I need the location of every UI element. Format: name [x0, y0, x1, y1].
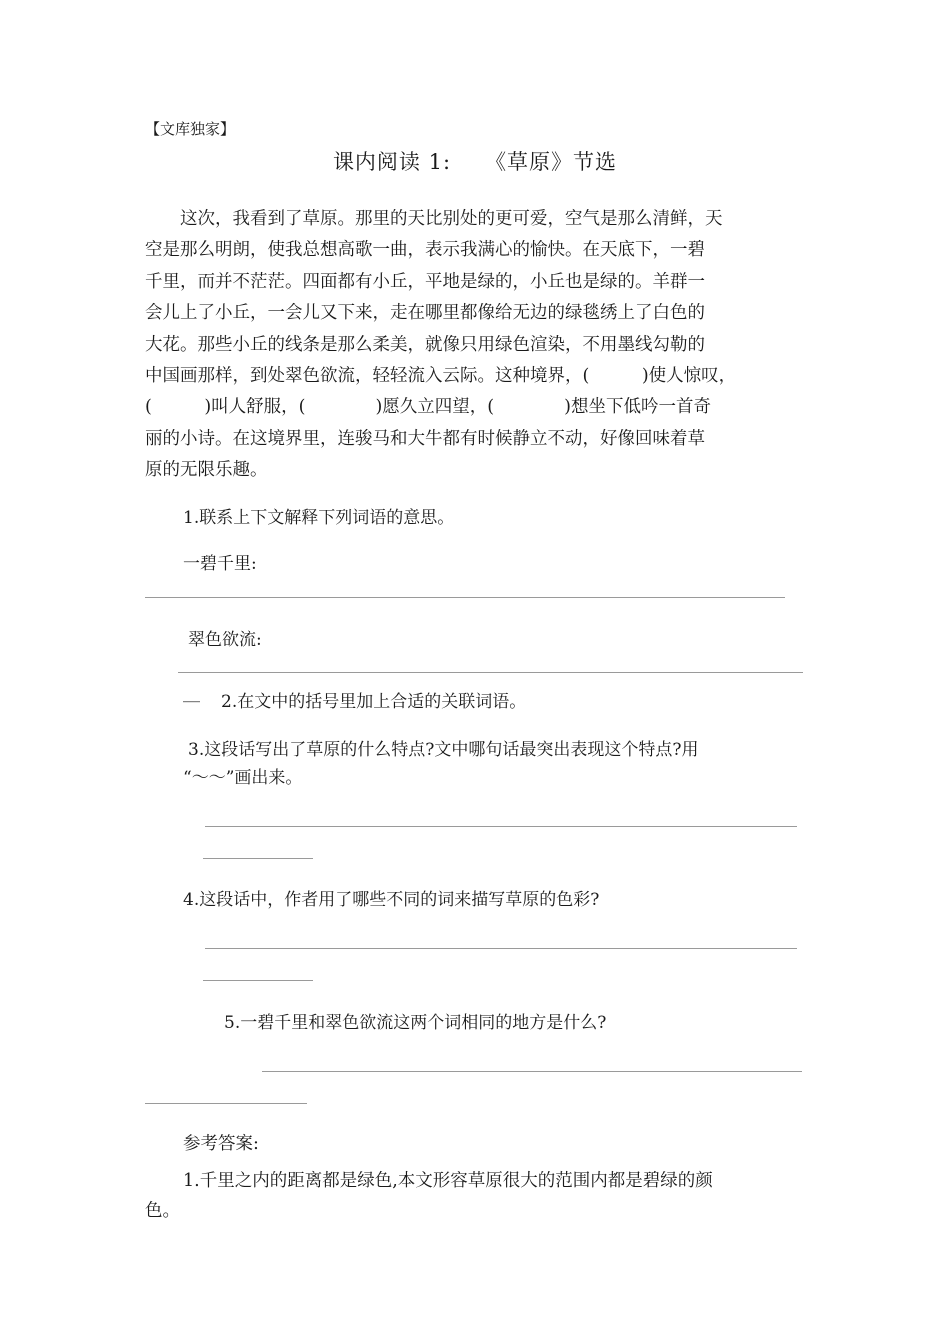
passage-line: ( )叫人舒服，( )愿久立四望，( )想坐下低吟一首奇	[145, 397, 711, 418]
answer-1	[145, 1166, 810, 1226]
question-1b-label: 翠色欲流:	[188, 630, 262, 650]
question-2: 2.在文中的括号里加上合适的关联词语。	[221, 692, 527, 712]
answer-line	[262, 1071, 802, 1072]
answer-line	[203, 980, 313, 981]
question-3-line2: “～～”画出来。	[183, 768, 303, 788]
question-4: 4.这段话中，作者用了哪些不同的词来描写草原的色彩?	[183, 890, 600, 910]
passage-line: 千里，而并不茫茫。四面都有小丘，平地是绿的，小丘也是绿的。羊群一	[145, 271, 705, 292]
passage-line: 中国画那样，到处翠色欲流，轻轻流入云际。这种境界，( )使人惊叹，	[145, 365, 737, 386]
title-lesson: 课内阅读 1:	[332, 150, 452, 174]
answer-line	[205, 948, 797, 949]
passage-line: 原的无限乐趣。	[145, 460, 268, 481]
passage-line: 大花。那些小丘的线条是那么柔美，就像只用绿色渲染，不用墨线勾勒的	[145, 334, 705, 355]
answer-1-line2: 色。	[145, 1201, 180, 1221]
answer-line	[205, 826, 797, 827]
answer-line	[145, 1103, 307, 1104]
question-5: 5.一碧千里和翠色欲流这两个词相同的地方是什么?	[224, 1013, 607, 1033]
answer-line	[178, 672, 803, 673]
passage-line: 这次，我看到了草原。那里的天比别处的更可爱，空气是那么清鲜，天	[145, 209, 723, 229]
passage-line: 会儿上了小丘，一会儿又下来，走在哪里都像给无边的绿毯绣上了白色的	[145, 303, 705, 324]
reading-passage	[145, 204, 805, 487]
passage-line: 丽的小诗。在这境界里，连骏马和大牛都有时候静立不动，好像回味着草	[145, 428, 705, 449]
passage-line: 空是那么明朗，使我总想高歌一曲，表示我满心的愉快。在天底下，一碧	[145, 240, 705, 261]
answer-line	[203, 858, 313, 859]
answer-line	[145, 597, 785, 598]
document-tag: 【文库独家】	[145, 120, 236, 138]
question-2-blank: __	[183, 683, 200, 703]
question-1: 1.联系上下文解释下列词语的意思。	[183, 508, 455, 528]
question-1a-label: 一碧千里:	[183, 554, 257, 574]
title-text: 《草原》节选	[485, 150, 618, 174]
answer-1-line1: 1.千里之内的距离都是绿色,本文形容草原很大的范围内都是碧绿的颜	[183, 1171, 713, 1191]
question-3-line1: 3.这段话写出了草原的什么特点?文中哪句话最突出表现这个特点?用	[188, 740, 699, 760]
answers-heading: 参考答案:	[183, 1134, 259, 1154]
page-title	[0, 146, 950, 176]
